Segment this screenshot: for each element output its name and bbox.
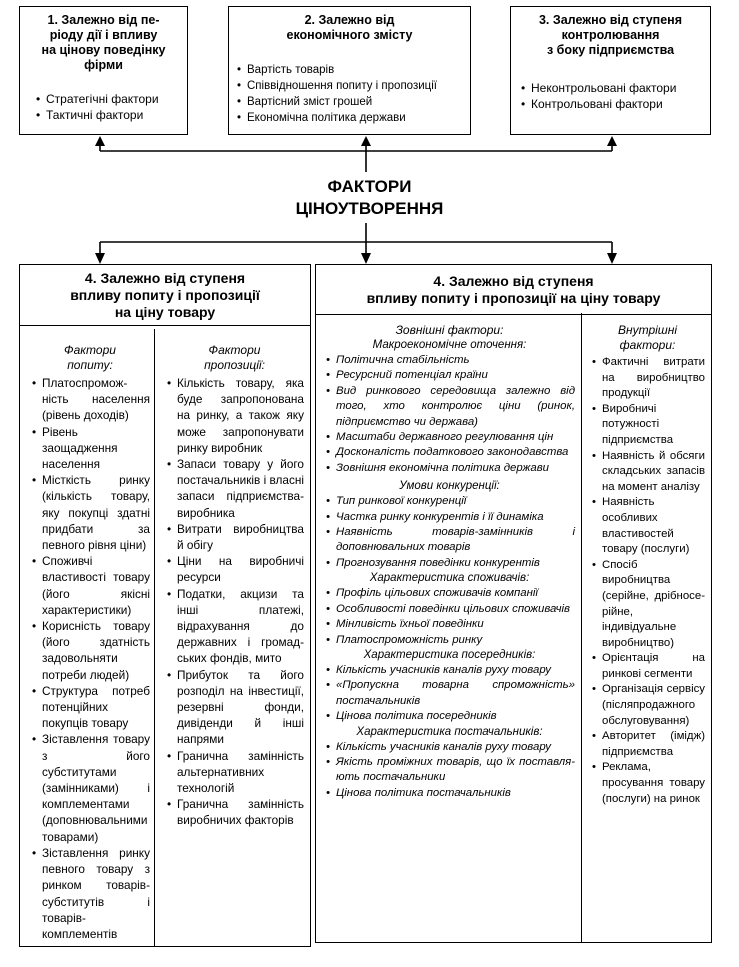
list-item: • Структура потреб потенційних покупців товару: [30, 683, 150, 732]
title-line: на ціну товару: [114, 304, 216, 320]
list-item: • Зіставлення ринку певного товару з ринком товарів-субститутів і товарів-комплементів: [30, 845, 150, 942]
header-line: Фактори: [208, 343, 261, 357]
external-factors-column: [316, 313, 582, 942]
title-line: ріоду дії і впливу: [49, 28, 158, 42]
factor-list: [165, 375, 304, 829]
title-line: ЦІНОУТВОРЕННЯ: [295, 199, 444, 218]
category-box-demand-supply: [19, 264, 311, 947]
title-line: 2. Залежно від: [304, 13, 395, 27]
box-title: [20, 265, 310, 326]
demand-factors-column: [20, 329, 155, 946]
list-item: • Платоспроможність ринку: [324, 633, 575, 648]
title-line: на цінову поведінку: [41, 43, 166, 57]
list-item: • Фактичні витрати на виробництво продукції: [590, 355, 705, 402]
list-item: • Організація сервісу (післяпродажного обслуговування): [590, 682, 705, 729]
list-item: • Запаси товару у його постачальників і власні запаси підприємства-виробника: [165, 456, 304, 521]
column-header: Зовнішні фактори:: [395, 323, 504, 337]
column-header: [590, 323, 705, 353]
list-item: • Співвідношення попиту і пропозиції: [235, 78, 470, 94]
title-line: впливу попиту і пропозиції: [70, 287, 260, 303]
list-item: • Вартість товарів: [235, 62, 470, 78]
category-box-economic: [228, 6, 471, 135]
list-item: • Тактичні фактори: [34, 107, 187, 123]
title-line: фірми: [84, 58, 123, 72]
list-item: • Зіставлення товару з його субститутами (замінниками) і комплементами (доповнювальними товарами): [30, 731, 150, 844]
box-title: [20, 13, 187, 73]
list-item: • Прибуток та його розподіл на інвестиції, резервні фонди, дивіденди й інші напрями: [165, 667, 304, 748]
title-line: з боку підприємства: [546, 43, 675, 57]
list-item: • Витрати виробництва й обігу: [165, 521, 304, 553]
list-item: • Гранична замінність альтернативних технологій: [165, 748, 304, 797]
list-item: • Цінова політика постачальників: [324, 786, 575, 801]
list-item: • Економічна політика держави: [235, 110, 470, 126]
list-item: • Спосіб виробництва (серійне, дрібносе-рійне, індивідуальне виробництво): [590, 558, 705, 652]
list-item: • Кількість товару, яка буде запропонована на ринку, а також яку може запропонувати ринку виробник: [165, 375, 304, 456]
list-item: • Досконалість податкового законодавства: [324, 445, 575, 460]
list-item: • Платоспромож-ність населення (рівень доходів): [30, 375, 150, 424]
factor-list: [235, 62, 470, 126]
factor-list: [324, 586, 575, 648]
header-line: Фактори: [64, 343, 116, 357]
header-line: пропозиції:: [204, 358, 265, 372]
column-header: [30, 343, 150, 373]
factor-list: [324, 494, 575, 571]
factor-list: [519, 80, 710, 112]
factor-list: [324, 740, 575, 802]
list-item: • Ціни на виробничі ресурси: [165, 553, 304, 585]
list-item: • Контрольовані фактори: [519, 96, 710, 112]
list-item: • Масштаби державного регулювання цін: [324, 430, 575, 445]
section-subtitle: Характеристика постачальників:: [356, 725, 543, 738]
list-item: • Вартісний зміст грошей: [235, 94, 470, 110]
title-line: впливу попиту і пропозиції на ціну товару: [366, 290, 661, 306]
list-item: • Авторитет (імідж) підприємства: [590, 729, 705, 760]
factor-list: [324, 353, 575, 476]
list-item: • Кількість учасників каналів руху товару: [324, 740, 575, 755]
list-item: • Тип ринкової конкуренції: [324, 494, 575, 509]
header-line: попиту:: [67, 358, 113, 372]
list-item: • Мінливість їхньої поведінки: [324, 617, 575, 632]
list-item: • Вид ринкового середовища залежно від того, хто контролює ціни (ринок, підприємство чи держава): [324, 384, 575, 430]
page-title: [0, 176, 739, 220]
box-title: [229, 13, 470, 43]
factor-list: [324, 663, 575, 725]
title-line: 4. Залежно від ступеня: [84, 270, 246, 286]
list-item: • Неконтрольовані фактори: [519, 80, 710, 96]
box-title: [511, 13, 710, 58]
header-line: фактори:: [619, 338, 676, 352]
header-line: Внутрішні: [617, 323, 678, 337]
factor-list: [30, 375, 150, 942]
category-box-period: [19, 6, 188, 135]
list-item: • Гранична замінність виробничих факторів: [165, 796, 304, 828]
list-item: • Споживчі властивості товару (його якісні характеристики): [30, 553, 150, 618]
factor-list: [34, 91, 187, 123]
title-line: ФАКТОРИ: [327, 177, 412, 196]
list-item: • Наявність особливих властивостей товару (послуги): [590, 495, 705, 557]
list-item: • Реклама, просування товару (послуги) на ринок: [590, 760, 705, 807]
list-item: • Місткість ринку (кількість товару, яку покупці здатні придбати за певного рівня ціни): [30, 472, 150, 553]
list-item: • Якість проміжних товарів, що їх поставля-ють постачальники: [324, 755, 575, 786]
list-item: • Орієнтація на ринкові сегменти: [590, 651, 705, 682]
title-line: 1. Залежно від пе-: [47, 13, 160, 27]
box-title: [316, 265, 711, 315]
list-item: • Ресурсний потенціал країни: [324, 368, 575, 383]
list-item: • Профіль цільових споживачів компанії: [324, 586, 575, 601]
section-subtitle: Макроекономічне оточення:: [372, 339, 527, 351]
category-box-control: [510, 6, 711, 135]
title-line: 4. Залежно від ступеня: [433, 273, 594, 289]
title-line: контролювання: [561, 28, 660, 42]
list-item: • Корисність товару (його здатність задовольняти потреби людей): [30, 618, 150, 683]
list-item: • Прогнозування поведінки конкурентів: [324, 556, 575, 571]
list-item: • Кількість учасників каналів руху товару: [324, 663, 575, 678]
section-subtitle: Умови конкуренції:: [399, 480, 500, 493]
list-item: • Рівень заощадження населення: [30, 424, 150, 473]
list-item: • «Пропускна товарна спроможність» постачальників: [324, 678, 575, 709]
supply-factors-column: [155, 329, 310, 946]
title-line: 3. Залежно від ступеня: [538, 13, 682, 27]
section-subtitle: Характеристика споживачів:: [369, 572, 530, 585]
list-item: • Податки, акцизи та інші платежі, відрахування до державних і громад-ських фондів, мито: [165, 586, 304, 667]
internal-factors-column: [582, 313, 711, 942]
list-item: • Наявність й обсяги складських запасів на момент аналізу: [590, 449, 705, 496]
title-line: економічного змісту: [286, 28, 413, 42]
column-header: [165, 343, 304, 373]
list-item: • Наявність товарів-замінників і доповнювальних товарів: [324, 525, 575, 556]
list-item: • Частка ринку конкурентів і її динаміка: [324, 510, 575, 525]
factor-list: [590, 355, 705, 807]
list-item: • Стратегічні фактори: [34, 91, 187, 107]
list-item: • Політична стабільність: [324, 353, 575, 368]
category-box-external-internal: [315, 264, 712, 943]
list-item: • Виробничі потужності підприємства: [590, 402, 705, 449]
list-item: • Цінова політика посередників: [324, 709, 575, 724]
list-item: • Зовнішня економічна політика держави: [324, 461, 575, 476]
list-item: • Особливості поведінки цільових споживачів: [324, 602, 575, 617]
section-subtitle: Характеристика посередників:: [363, 648, 536, 661]
